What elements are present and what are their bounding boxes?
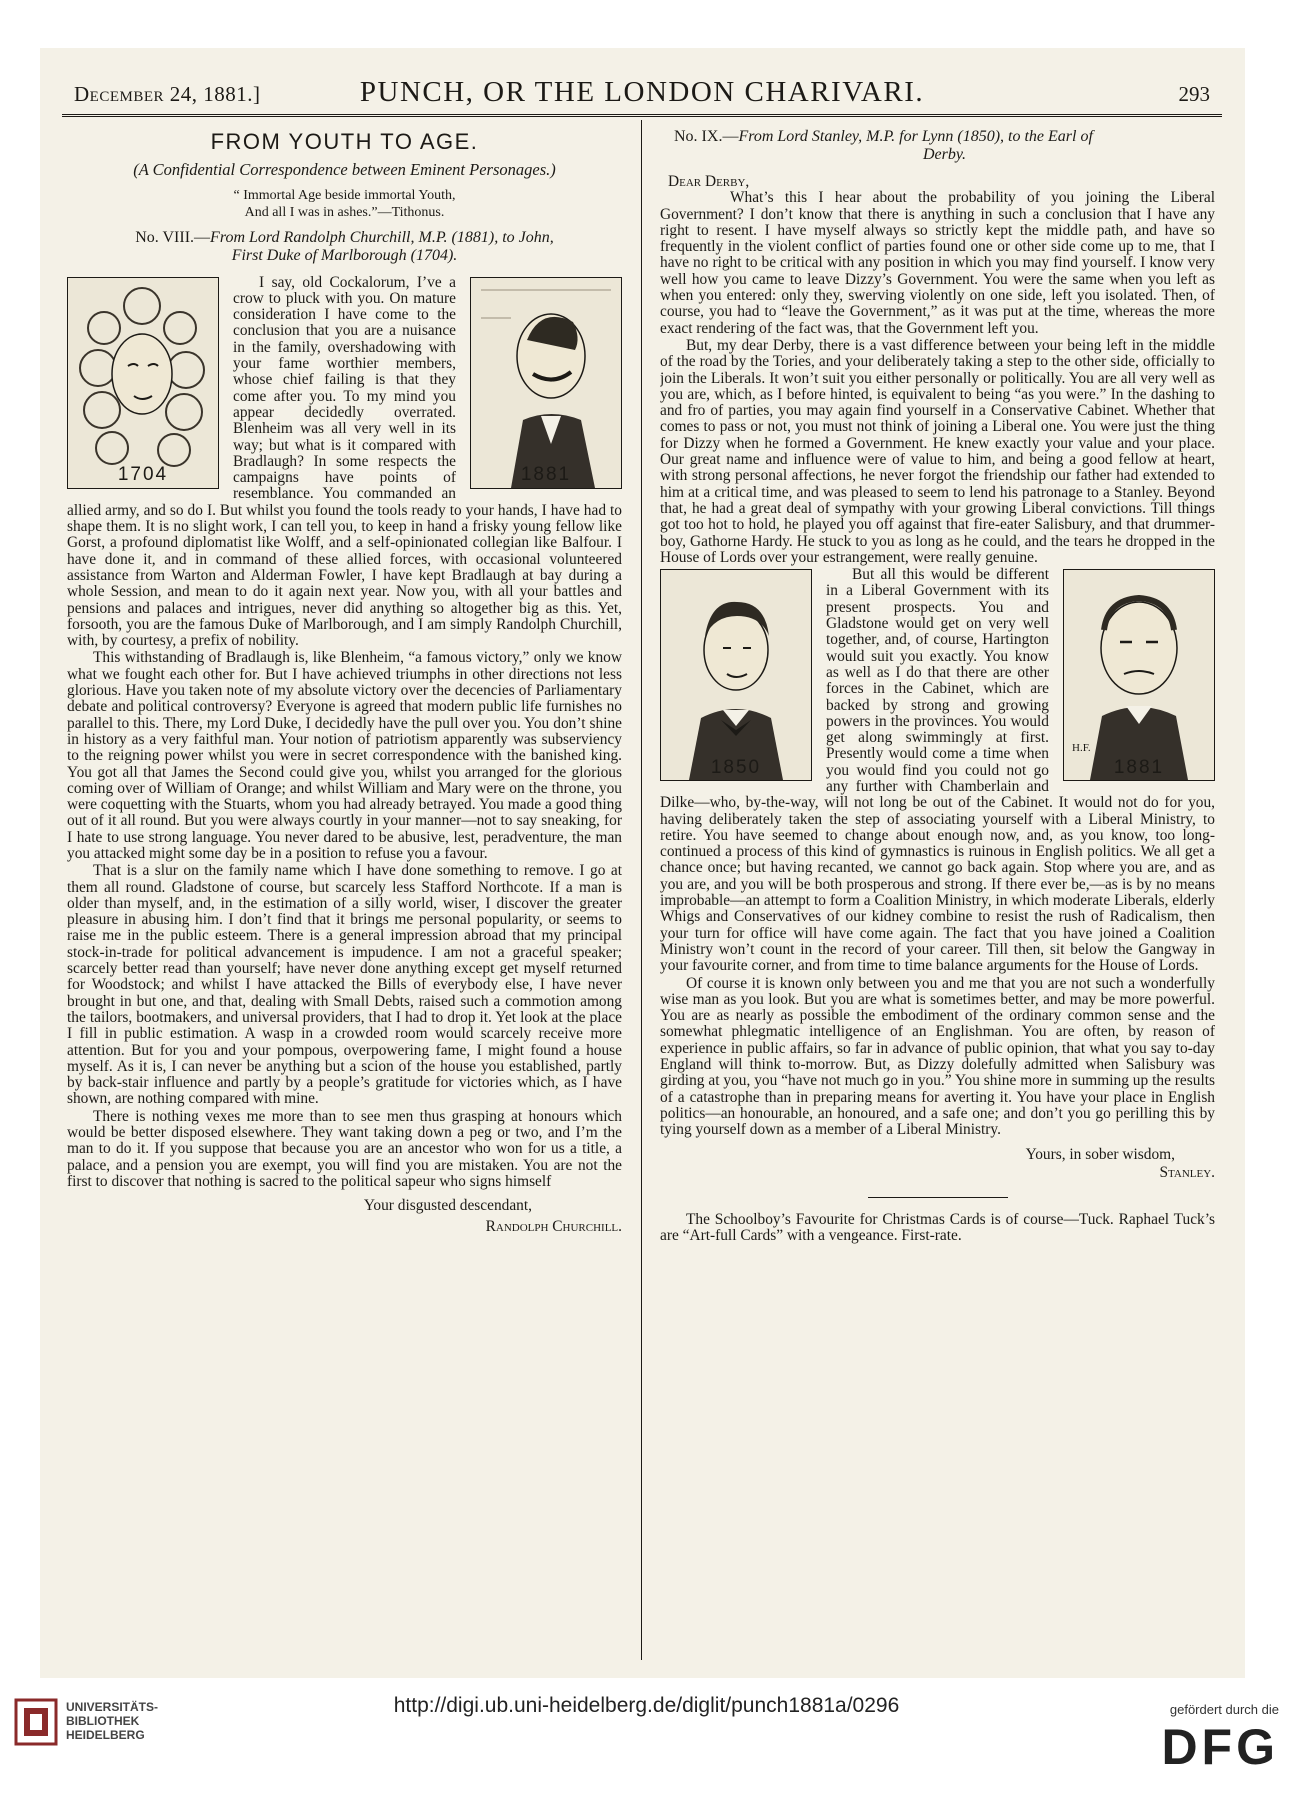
- portrait-year: 1850: [710, 756, 762, 778]
- portrait-year: 1881: [520, 464, 572, 486]
- salutation: Dear Derby,: [668, 173, 750, 190]
- letter-to: First Duke of Marlborough (1704).: [231, 246, 458, 264]
- letter-heading: [67, 229, 622, 265]
- letter-heading: [660, 128, 1215, 164]
- letter-closing: Your disgusted descendant,: [363, 1197, 532, 1215]
- portrait-derby-1881: [1063, 569, 1215, 781]
- portrait-marlborough-1704: [67, 277, 219, 489]
- churchill-portrait-drawing: [471, 278, 621, 488]
- library-name-line: BIBLIOTHEK: [66, 1714, 140, 1728]
- page-number: 293: [1178, 82, 1210, 106]
- motto-line: “ Immortal Age beside immortal Youth,: [233, 187, 456, 203]
- article-subtitle: (A Confidential Correspondence between Eminent Personages.): [133, 160, 556, 180]
- source-url-link[interactable]: http://digi.ub.uni-heidelberg.de/diglit/punch1881a/0296: [393, 1694, 900, 1717]
- section-rule: [868, 1197, 1008, 1198]
- left-column: [67, 126, 622, 1654]
- letter-signature: Stanley.: [1159, 1163, 1215, 1181]
- dfg-logo: DFG: [1161, 1719, 1279, 1775]
- paragraph: What’s this I hear about the probability of you joining the Liberal Government? I don’t know that there is anything in such a conclusion that I have any right to resent. I have myself always so strictly kept the middle path, and have so frequently in the violent conflict of parties found one or other side come up to me, that I have no right to be critical with any position in which you may find yourself. I know very well how you came to leave Dizzy’s Government. You were the same when you left as when you entered: only they, swerving violently on one side, left you isolated. Then, of course, you had to “leave the Government,” as it was put at the time, whereas the more exact rendering of the fact was, that the Government left you.: [660, 189, 1215, 337]
- portrait-year: 1704: [117, 464, 169, 486]
- letter-closing: Yours, in sober wisdom,: [1025, 1145, 1175, 1163]
- library-name-line: HEIDELBERG: [66, 1728, 145, 1742]
- paragraph: I say, old Cockalorum, I’ve a crow to pluck with you. On mature consideration I have come to the conclusion that you are a nuisance in the family, overshadowing with your fame worthier members, whose chief failing is that they come after you. To my mind you appear decidedly overrated. Blenheim was all very well in its way; but what is it compared with Bradlaugh? In some respects the campaigns have points of resemblance. You commanded an allied army, and so do I. But whilst you found the tools ready to your hands, I have had to shape them. It is no slight work, I can tell you, to keep in hand a frisky young fellow like Gorst, a profound diplomatist like Wolff, and a self-opinionated collegian like Balfour. I have done it, and in command of these allied forces, with occasional volunteered assistance from Warton and Alderman Fowler, I have kept Bradlaugh at bay during a whole Session, and mean to do it again next year. Now you, with all your battles and pensions and palaces and intrigues, never did anything so altogether big as this. Yet, forsooth, you are the famous Duke of Marlborough, and I am simply Randolph Churchill, with, by courtesy, a prefix of nobility.: [67, 273, 622, 650]
- funding-note: gefördert durch die: [1169, 1702, 1279, 1717]
- header-date: December 24, 1881.]: [74, 82, 261, 106]
- letter-signature: Randolph Churchill.: [485, 1217, 622, 1235]
- header-title: PUNCH, OR THE LONDON CHARIVARI.: [359, 76, 925, 108]
- paragraph: That is a slur on the family name which I have done something to remove. I go at them all round. Gladstone of course, but scarcely less Stafford Northcote. If a man is older than myself, and, in the estimation of a silly world, wiser, I discover the greater pleasure in abusing him. I don’t find that it brings me personal popularity, or seems to raise me in the public esteem. There is a general impression abroad that my principal stock-in-trade for political advancement is impudence. I am not a graceful speaker; scarcely better read than yourself; have never done anything except get myself returned for Woodstock; and whilst I have attacked the Bills of everybody else, I have never brought in but one, and that, dealing with Small Debts, raised such a commotion among the tailors, bootmakers, and universal providers, that I had to drop it. Yet look at the place I fill in public estimation. A wasp in a crowded room would scarcely receive more attention. But for you and your pompous, overpowering fame, I might found a house myself. As it is, I can never be anything but a scion of the house you established, partly by back-stair influence and partly by a people’s gratitude for victories which, as I have shown, are nothing compared with mine.: [67, 862, 622, 1108]
- portrait-year: 1881: [1113, 756, 1165, 778]
- running-header: [62, 68, 1222, 117]
- marlborough-portrait-drawing: [68, 278, 218, 488]
- article-title: FROM YOUTH TO AGE.: [210, 129, 479, 154]
- punch-page: [62, 68, 1222, 1668]
- artist-initials: H.F.: [1072, 741, 1091, 754]
- paragraph: There is nothing vexes me more than to see men thus grasping at honours which would be better disposed elsewhere. They want taking down a peg or two, and I’m the man to do it. If you suppose that because you are an ancestor who won for us a title, a palace, and a pension you are exempt, you will find you are mistaken. You are not the first to discover that nothing is sacred to the political sapeur who signs himself: [67, 1107, 622, 1190]
- stanley-portrait-drawing: [661, 570, 811, 780]
- advertisement: The Schoolboy’s Favourite for Christmas Cards is of course—Tuck. Raphael Tuck’s are “Art-full Cards” with a vengeance. First-rate.: [660, 1211, 1215, 1245]
- motto: [67, 187, 622, 221]
- letter-from: From Lord Randolph Churchill, M.P. (1881), to John,: [210, 228, 554, 246]
- portrait-churchill-1881: [470, 277, 622, 489]
- right-column: [660, 126, 1215, 1654]
- letter-number: No. IX.—: [674, 128, 739, 145]
- column-divider: [641, 120, 642, 1660]
- paragraph: But all this would be different in a Liberal Government with its present prospects. You and Gladstone would get on very well together, and, of course, Hartington would suit you exactly. You know as well as I do that there are other forces in the Cabinet, which are backed by strong and growing powers in the provinces. You would get along swimmingly at first. Presently would come a time when you would find you could not go any further with Chamberlain and Dilke—who, by-the-way, will not long be out of the Cabinet. It would not do for you, having deliberately taken the step of associating yourself with a Liberal Ministry, to retire. You have seemed to change about enough now, and, as you know, too long-continued a process of this kind of gymnastics is ruinous in English politics. We all get a chance once; but having recanted, we cannot go back again. Stop where you are, and as you are, and you will be both prosperous and strong. If there ever be,—as is by no means improbable—an attempt to form a Coalition Ministry, in which moderate Liberals, elderly Whigs and Conservatives of our kidney combine to resist the rush of Radicalism, then your turn for office will have come again. The fact that you have joined a Coalition Ministry won’t count in the record of your career. Till then, sit below the Gangway in your favourite corner, and from time to time balance arguments for the House of Lords.: [660, 566, 1215, 975]
- scanned-page: [40, 48, 1245, 1678]
- paragraph: Of course it is known only between you and me that you are not such a wonderfully wise man as you look. But you are what is sometimes better, and may be more powerful. You are as nearly as possible the embodiment of the ordinary common sense and the somewhat phlegmatic intelligence of an Englishman. You are often, by reason of experience in public affairs, so far in advance of public opinion, that what you say to-day England will think to-morrow. But, as Dizzy dolefully admitted when Salisbury was girding at you, you “have not much go in you.” You shine more in summing up the results of a catastrophe than in preparing means for averting it. You have your place in English politics—an honourable, an honoured, and a safe one; and don’t you go perilling this by tying yourself down as a member of a Liberal Ministry.: [660, 974, 1215, 1139]
- library-name-line: UNIVERSITÄTS-: [66, 1700, 159, 1714]
- letter-to: Derby.: [922, 146, 967, 163]
- letter-number: No. VIII.—: [135, 228, 211, 246]
- paragraph: This withstanding of Bradlaugh is, like Blenheim, “a famous victory,” only we know what we fought each other for. But I have achieved triumphs in other directions not less glorious. Have you taken note of my absolute victory over the decencies of Parliamentary debate and political controversy? Everyone is agreed that modern public life furnishes no parallel to this. There, my Lord Duke, I decidedly have the pull over you. You don’t shine in history as a very faithful man. Your notion of patriotism apparently was subserviency to the reigning power whilst you were in secret correspondence with the banished king. You got all that James the Second could give you, whilst you arranged for the glorious coming over of William of Orange; and whilst William and Mary were on the throne, you were coquetting with the Stuarts, whom you had already betrayed. You made a good thing out of it all round. But you were always courtly in your manner—not to say sneaking, for I hate to use strong language. You never dared to be abusive, lest, peradventure, the man you attacked might some day be in a position to refuse you a favour.: [67, 649, 622, 862]
- letter-from: From Lord Stanley, M.P. for Lynn (1850), to the Earl of: [738, 128, 1093, 145]
- motto-line: And all I was in ashes.”—Tithonus.: [244, 204, 445, 220]
- paragraph: But, my dear Derby, there is a vast difference between your being left in the middle of the road by the Tories, and your deliberately taking a step to the other side, officially to join the Liberals. It won’t suit you either personally or politically. You are all very well as you are, which, as I before hinted, is equivalent to being “as you were.” In the dashing to and fro of parties, you may again find yourself in a Conservative Cabinet. Whether that comes to pass or not, you must not think of joining a Liberal one. You were just the thing for Dizzy when he formed a Government. He knew exactly your value and your place. Our great name and influence were of value to him, and being a good fellow at heart, with strong personal affections, he never forgot the friendship our father had extended to him at a critical time, and was pleased to seem to lend his patronage to a Stanley. Beyond that, he had a great deal of sympathy with your growing Liberal convictions. Till things got too hot to hold, he played you off against that fire-eater Salisbury, and that drummer-boy, Gathorne Hardy. He stuck to you as long as he could, and the tears he dropped in the House of Lords over your estrangement, were really genuine.: [660, 336, 1215, 566]
- digitization-footer: [0, 1678, 1293, 1794]
- portrait-stanley-1850: [660, 569, 812, 781]
